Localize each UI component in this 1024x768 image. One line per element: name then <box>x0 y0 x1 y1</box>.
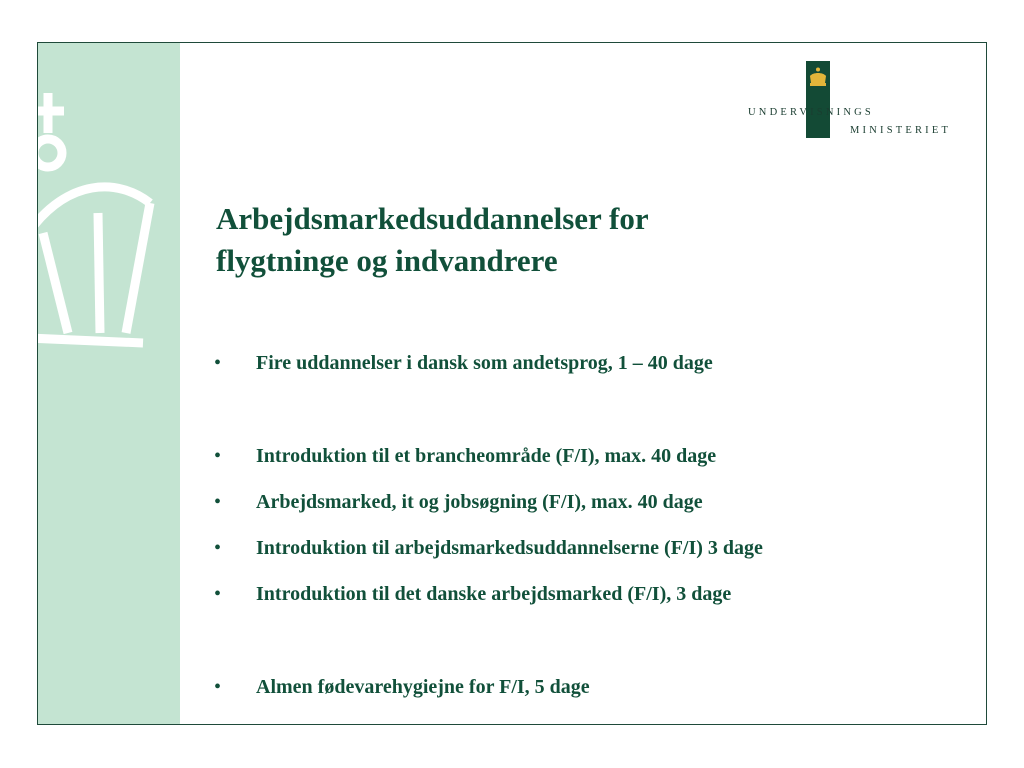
bullet-list <box>38 43 986 724</box>
bullet-text: Introduktion til arbejdsmarkedsuddannelserne (F/I) 3 dage <box>256 537 763 559</box>
bullet-text: Arbejdsmarked, it og jobsøgning (F/I), max. 40 dage <box>256 491 703 513</box>
logo-text-line2: MINISTERIET <box>850 125 952 136</box>
bullet-text: Introduktion til det danske arbejdsmarked (F/I), 3 dage <box>256 583 732 605</box>
slide <box>37 42 987 725</box>
bullet-marker: • <box>214 676 222 698</box>
logo-text-line1: UNDERVISNINGS <box>748 107 874 118</box>
bullet-text: Fire uddannelser i dansk som andetsprog, 1 – 40 dage <box>256 352 713 374</box>
bullet-text: Introduktion til et brancheområde (F/I), max. 40 dage <box>256 445 717 467</box>
slide-title-line1: Arbejdsmarkedsuddannelser for <box>216 201 649 236</box>
bullet-marker: • <box>214 445 222 467</box>
bullet-marker: • <box>214 583 222 605</box>
bullet-marker: • <box>214 352 222 374</box>
bullet-text: Almen fødevarehygiejne for F/I, 5 dage <box>256 676 590 698</box>
slide-title-line2: flygtninge og indvandrere <box>216 242 558 278</box>
bullet-marker: • <box>214 537 222 559</box>
bullet-marker: • <box>214 491 222 513</box>
